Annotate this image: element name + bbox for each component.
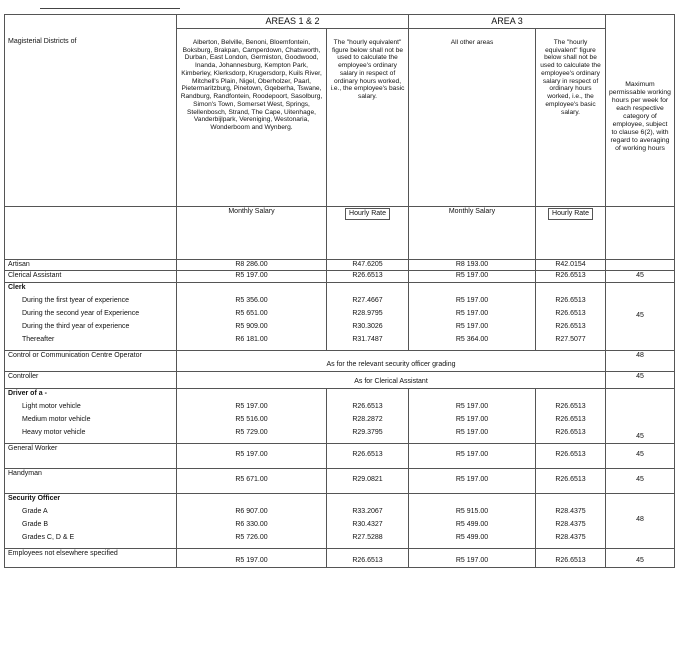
districts-areas-1-2: Alberton, Belville, Benoni, Bloemfontein, Boksburg, Brakpan, Camperdown, Chatsworth, Durban, East London, Germiston, Goodwood, Inanda, Johannesburg, Kempton Park, Kimberley, Klerksdorp, Krugersdorp, Kuils River, Mitchell's Plain, Nigel, Oberholzer, Paarl, Pietermaritzburg, Pinetown, Gqeberha, Tswane, Randburg, Randfontein, Roodepoort, Sasolburg, Simon's Town, Somerset West, Springs, Stellenbosch, Strand, The Cape, Uitenhage, Vanderbijlpark, Vereniging, Westonaria, Wonderboom and Wynberg. xyxy=(177,28,327,206)
table-row-clerk: Clerk During the first tyear of experience During the second year of Experience During the third year of experience Thereafter R5 356.00 R5 651.00 R5 909.00 R6 181.00 R27.4667 R28.9795 R30.3026 R31.7487 R5 197.00 R5 197.00 R5 197.00 R5 364.00 R26.6513 R26.6513 R26.6513 R27.5077 45 xyxy=(5,282,675,350)
table-row: Employees not elsewhere specified R5 197.00 R26.6513 R5 197.00 R26.6513 45 xyxy=(5,548,675,567)
table-row: Artisan R8 286.00 R47.6205 R8 193.00 R42.0154 xyxy=(5,259,675,270)
district-row xyxy=(5,28,675,206)
hourly-rate-heading-1-2: Hourly Rate xyxy=(345,208,390,220)
table-row: Controller As for Clerical Assistant 45 xyxy=(5,371,675,388)
table-row: Control or Communication Centre Operator As for the relevant security officer grading 48 xyxy=(5,350,675,371)
hourly-note-area-3: The "hourly equivalent" figure below shall not be used to calculate the employee's ordinary salary in respect of ordinary hours worked, i.e., the employee's basic salary. xyxy=(536,28,606,206)
table-row-driver: Driver of a - Light motor vehicle Medium motor vehicle Heavy motor vehicle R5 197.00 R5 516.00 R5 729.00 R26.6513 R28.2872 R29.3795 R5 197.00 R5 197.00 R5 197.00 R26.6513 R26.6513 R26.6513 45 xyxy=(5,388,675,443)
wage-table xyxy=(4,14,675,568)
areas-1-2-heading: AREAS 1 & 2 xyxy=(177,15,409,29)
table-row: Handyman R5 671.00 R29.0821 R5 197.00 R26.6513 45 xyxy=(5,468,675,493)
table-row: General Worker R5 197.00 R26.6513 R5 197.00 R26.6513 45 xyxy=(5,443,675,468)
max-hours-heading: Maximum permissable working hours per week for each respective category of employee, subject to clause 6(2), with regard to averaging of working hours xyxy=(606,28,675,206)
column-heading-row xyxy=(5,206,675,259)
hourly-rate-heading-3: Hourly Rate xyxy=(548,208,593,220)
area-3-heading: AREA 3 xyxy=(409,15,606,29)
monthly-salary-heading-3: Monthly Salary xyxy=(409,206,536,259)
area-header-row xyxy=(5,15,675,29)
magisterial-label: Magisterial Districts of xyxy=(5,28,177,206)
table-row: Clerical Assistant R5 197.00 R26.6513 R5 197.00 R26.6513 45 xyxy=(5,271,675,282)
table-row-security: Security Officer Grade A Grade B Grades C, D & E R6 907.00 R6 330.00 R5 726.00 R33.2067 R30.4327 R27.5288 R5 915.00 R5 499.00 R5 499.00 R28.4375 R28.4375 R28.4375 48 xyxy=(5,493,675,548)
districts-area-3: All other areas xyxy=(409,28,536,206)
top-rule xyxy=(40,8,180,9)
monthly-salary-heading-1-2: Monthly Salary xyxy=(177,206,327,259)
hourly-note-areas-1-2: The "hourly equivalent" figure below shall not be used to calculate the employee's ordinary salary in respect of ordinary hours worked, i.e., the employee's basic salary. xyxy=(327,28,409,206)
